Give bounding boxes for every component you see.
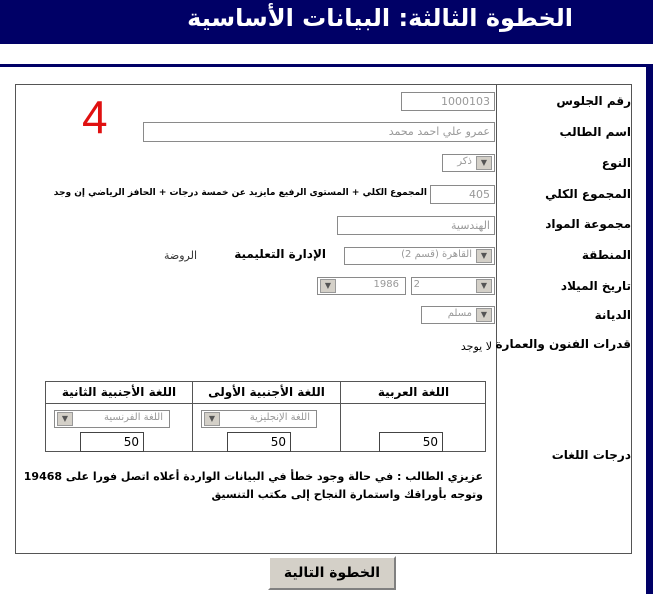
second-foreign-value: اللغة الفرنسية [104, 412, 163, 423]
chevron-down-icon[interactable]: ▼ [476, 279, 492, 293]
total-label: المجموع الكلي [545, 187, 631, 201]
subject-group-field[interactable]: الهندسية [337, 216, 495, 235]
birth-month-value: 2 [413, 279, 420, 290]
religion-select[interactable] [421, 306, 495, 324]
chevron-down-icon[interactable]: ▼ [476, 156, 492, 170]
arts-abilities-label: قدرات الفنون والعمارة [495, 337, 631, 351]
birth-month-select[interactable] [411, 277, 495, 295]
admin-value: الروضة [163, 249, 197, 262]
gender-select[interactable] [442, 154, 495, 172]
notice-line-1: عزيزي الطالب : في حالة وجود خطأ في البيانات الواردة أعلاه اتصل فورا على 19468 [23, 470, 483, 483]
arabic-header: اللغة العربية [377, 385, 450, 399]
gender-value: ذكر [457, 156, 472, 167]
admin-label: الإدارة التعليمية [234, 247, 326, 261]
chevron-down-icon[interactable]: ▼ [57, 412, 73, 426]
chevron-down-icon[interactable]: ▼ [476, 308, 492, 322]
region-value: القاهرة (قسم 2) [401, 249, 472, 260]
first-foreign-grade-field[interactable]: 50 [227, 432, 291, 452]
languages-header-rule [45, 403, 486, 404]
next-step-button[interactable]: الخطوة التالية [268, 556, 396, 590]
religion-label: الديانة [594, 308, 631, 322]
second-foreign-grade-field[interactable]: 50 [80, 432, 144, 452]
gender-label: النوع [601, 156, 631, 170]
student-name-label: اسم الطالب [559, 125, 631, 139]
student-name-field[interactable]: عمرو علي احمد محمد [143, 122, 495, 142]
notice-line-2: وتوجه بأوراقك واستمارة النجاح إلى مكتب التنسيق [211, 488, 483, 501]
step-number: 4 [82, 91, 108, 143]
first-foreign-select[interactable] [201, 410, 317, 428]
religion-value: مسلم [447, 308, 472, 319]
seat-number-field[interactable]: 1000103 [401, 92, 495, 111]
header-rule [0, 64, 653, 67]
second-foreign-header: اللغة الأجنبية الثانية [61, 385, 177, 399]
right-edge-bar [646, 64, 653, 594]
total-note: المجموع الكلي + المستوى الرفيع مايزيد عن خمسة درجات + الحافز الرياضي إن وجد [53, 188, 427, 198]
seat-number-label: رقم الجلوس [556, 94, 631, 108]
first-foreign-value: اللغة الإنجليزية [249, 412, 310, 423]
subject-group-label: مجموعة المواد [545, 217, 631, 231]
arts-abilities-value: لا يوجد [460, 340, 492, 353]
label-column-divider [496, 85, 497, 553]
form-frame [15, 84, 632, 554]
total-field[interactable]: 405 [430, 185, 495, 204]
birth-year-value: 1986 [373, 279, 399, 290]
region-select[interactable] [344, 247, 495, 265]
second-foreign-select[interactable] [54, 410, 170, 428]
birth-date-label: تاريخ الميلاد [560, 279, 631, 293]
language-grades-label: درجات اللغات [551, 448, 631, 462]
chevron-down-icon[interactable]: ▼ [476, 249, 492, 263]
region-label: المنطقة [581, 248, 631, 262]
page-title: الخطوة الثالثة: البيانات الأساسية [187, 4, 573, 32]
chevron-down-icon[interactable]: ▼ [204, 412, 220, 426]
chevron-down-icon[interactable]: ▼ [320, 279, 336, 293]
first-foreign-header: اللغة الأجنبية الأولى [208, 385, 325, 399]
birth-year-select[interactable] [317, 277, 406, 295]
arabic-grade-field[interactable]: 50 [379, 432, 443, 452]
